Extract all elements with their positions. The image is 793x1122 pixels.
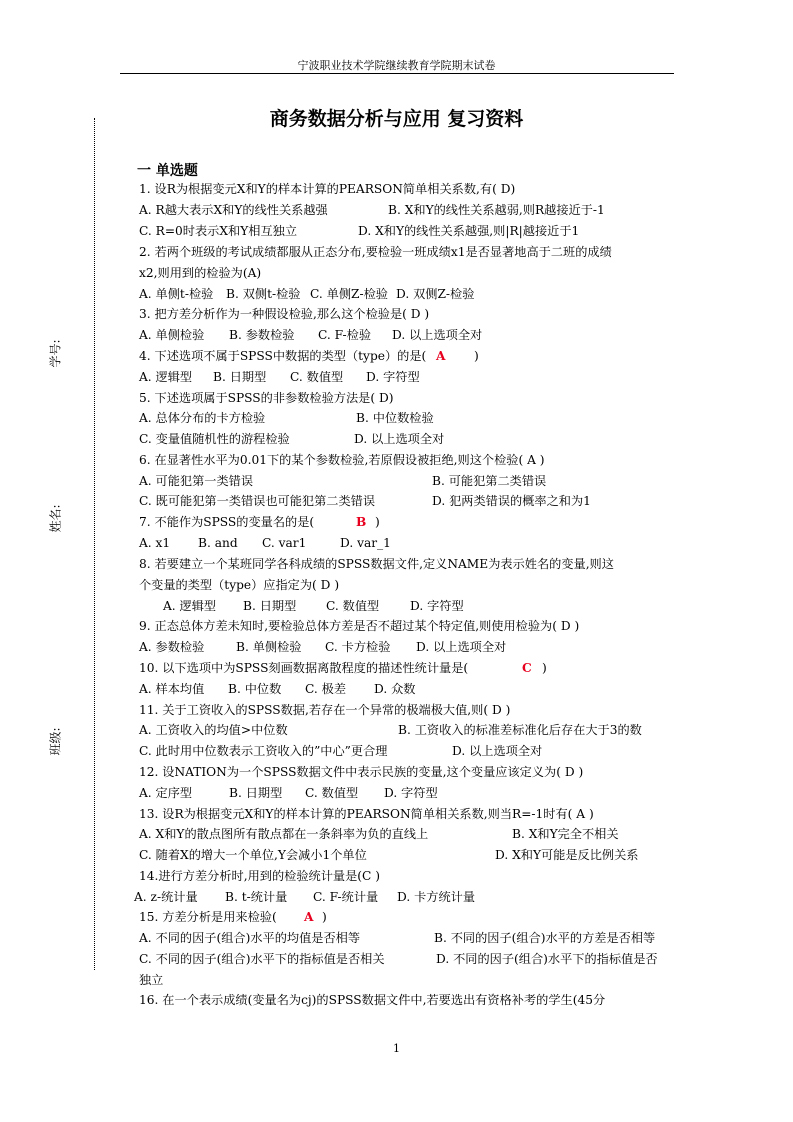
- question-line: A. 单侧检验: [139, 328, 205, 342]
- option-text: D. 卡方统计量: [397, 890, 476, 904]
- option-text: D. 以上选项全对: [416, 640, 507, 654]
- option-text: D. 字符型: [384, 786, 438, 800]
- option-text: ): [375, 515, 380, 529]
- option-text: B. 日期型: [229, 786, 283, 800]
- question-line: 9. 正态总体方差未知时,要检验总体方差是否不超过某个特定值,则使用检验为( D ): [139, 619, 580, 633]
- option-text: C. 数值型: [290, 370, 344, 384]
- question-line: A. 总体分布的卡方检验: [139, 411, 266, 425]
- question-line: 3. 把方差分析作为一种假设检验,那么这个检验是( D ): [139, 307, 430, 321]
- question-line: 10. 以下选项中为SPSS刻画数据离散程度的描述性统计量是(: [139, 661, 469, 675]
- question-line: 7. 不能作为SPSS的变量名的是(: [139, 515, 315, 529]
- binding-dotted-line: [94, 118, 95, 970]
- answer-mark: B: [356, 515, 367, 529]
- question-line: 4. 下述选项不属于SPSS中数据的类型（type）的是(: [139, 349, 427, 363]
- option-text: B. 不同的因子(组合)水平的方差是否相等: [434, 931, 656, 945]
- option-text: D. var_1: [340, 536, 391, 550]
- option-text: B. 日期型: [243, 599, 297, 613]
- question-line: A. 不同的因子(组合)水平的均值是否相等: [139, 931, 361, 945]
- option-text: B. X和Y的线性关系越弱,则R越接近于-1: [388, 203, 605, 217]
- option-text: D. 众数: [374, 682, 416, 696]
- question-line: 独立: [139, 973, 164, 987]
- question-line: A. 参数检验: [139, 640, 205, 654]
- question-line: x2,则用到的检验为(A): [139, 266, 262, 280]
- class-label: 班级:: [48, 727, 63, 756]
- option-text: C. 极差: [305, 682, 347, 696]
- name-label: 姓名:: [48, 504, 63, 533]
- question-line: 5. 下述选项属于SPSS的非参数检验方法是( D): [139, 391, 394, 405]
- option-text: ): [474, 349, 479, 363]
- option-text: B. 双侧t-检验: [226, 287, 301, 301]
- question-line: A. 可能犯第一类错误: [139, 474, 254, 488]
- option-text: B. 参数检验: [229, 328, 295, 342]
- question-line: A. R越大表示X和Y的线性关系越强: [139, 203, 328, 217]
- option-text: C. 单侧Z-检验: [310, 287, 388, 301]
- option-text: C. 数值型: [326, 599, 380, 613]
- question-line: 1. 设R为根据变元X和Y的样本计算的PEARSON简单相关系数,有( D): [139, 182, 516, 196]
- option-text: B. and: [198, 536, 238, 550]
- option-text: B. 工资收入的标准差标准化后存在大于3的数: [398, 723, 642, 737]
- question-line: C. R=0时表示X和Y相互独立: [139, 224, 298, 238]
- option-text: B. 单侧检验: [236, 640, 302, 654]
- option-text: D. X和Y可能是反比例关系: [495, 848, 639, 862]
- section-heading: 一 单选题: [137, 163, 198, 179]
- option-text: D. 以上选项全对: [354, 432, 445, 446]
- question-line: A. x1: [139, 536, 171, 550]
- question-line: A. z-统计量: [134, 890, 198, 904]
- option-text: C. 卡方检验: [325, 640, 391, 654]
- question-line: 8. 若要建立一个某班同学各科成绩的SPSS数据文件,定义NAME为表示姓名的变量,则这: [139, 557, 614, 571]
- question-line: A. 工资收入的均值>中位数: [139, 723, 288, 737]
- question-line: C. 既可能犯第一类错误也可能犯第二类错误: [139, 494, 376, 508]
- option-text: B. 中位数检验: [356, 411, 434, 425]
- option-text: D. 以上选项全对: [392, 328, 483, 342]
- option-text: B. 可能犯第二类错误: [432, 474, 547, 488]
- document-title: 商务数据分析与应用 复习资料: [269, 108, 524, 130]
- question-line: A. 逻辑型: [139, 370, 193, 384]
- question-line: A. 定序型: [139, 786, 193, 800]
- answer-mark: A: [304, 910, 314, 924]
- option-text: D. 以上选项全对: [452, 744, 543, 758]
- question-line: A. 样本均值: [139, 682, 205, 696]
- question-line: 12. 设NATION为一个SPSS数据文件中表示民族的变量,这个变量应该定义为( D ): [139, 765, 584, 779]
- question-line: C. 不同的因子(组合)水平下的指标值是否相关: [139, 952, 385, 966]
- question-line: 11. 关于工资收入的SPSS数据,若存在一个异常的极端极大值,则( D ): [139, 703, 511, 717]
- page-number: 1: [393, 1042, 400, 1055]
- question-line: 13. 设R为根据变元X和Y的样本计算的PEARSON简单相关系数,则当R=-1时有( A ): [139, 807, 594, 821]
- option-text: D. 不同的因子(组合)水平下的指标值是否: [436, 952, 658, 966]
- question-line: 6. 在显著性水平为0.01下的某个参数检验,若原假设被拒绝,则这个检验( A ): [139, 453, 545, 467]
- option-text: D. 字符型: [410, 599, 464, 613]
- option-text: D. 双侧Z-检验: [396, 287, 475, 301]
- answer-mark: C: [522, 661, 532, 675]
- option-text: ): [542, 661, 547, 675]
- header-rule: [120, 73, 674, 74]
- question-line: A. 逻辑型: [163, 599, 217, 613]
- question-line: 2. 若两个班级的考试成绩都服从正态分布,要检验一班成绩x1是否显著地高于二班的成绩: [139, 245, 612, 259]
- question-line: C. 此时用中位数表示工资收入的”中心”更合理: [139, 744, 388, 758]
- answer-mark: A: [436, 349, 446, 363]
- option-text: C. 数值型: [305, 786, 359, 800]
- question-line: C. 随着X的增大一个单位,Y会减小1个单位: [139, 848, 367, 862]
- option-text: D. 字符型: [366, 370, 420, 384]
- question-line: 14.进行方差分析时,用到的检验统计量是(C ): [139, 869, 380, 883]
- option-text: B. 中位数: [228, 682, 282, 696]
- option-text: ): [322, 910, 327, 924]
- option-text: B. t-统计量: [225, 890, 288, 904]
- question-line: 15. 方差分析是用来检验(: [139, 910, 277, 924]
- option-text: D. 犯两类错误的概率之和为1: [432, 494, 591, 508]
- question-line: 个变量的类型（type）应指定为( D ): [139, 578, 340, 592]
- question-line: 16. 在一个表示成绩(变量名为cj)的SPSS数据文件中,若要选出有资格补考的学生(45分: [139, 993, 606, 1007]
- question-line: A. 单侧t-检验: [139, 287, 214, 301]
- question-line: C. 变量值随机性的游程检验: [139, 432, 290, 446]
- student-id-label: 学号:: [48, 339, 63, 368]
- option-text: C. F-统计量: [313, 890, 379, 904]
- option-text: C. var1: [262, 536, 307, 550]
- question-line: A. X和Y的散点图所有散点都在一条斜率为负的直线上: [139, 827, 429, 841]
- option-text: D. X和Y的线性关系越强,则|R|越接近于1: [358, 224, 580, 238]
- option-text: B. 日期型: [213, 370, 267, 384]
- option-text: C. F-检验: [318, 328, 372, 342]
- exam-header: 宁波职业技术学院继续教育学院期末试卷: [297, 59, 496, 72]
- option-text: B. X和Y完全不相关: [512, 827, 619, 841]
